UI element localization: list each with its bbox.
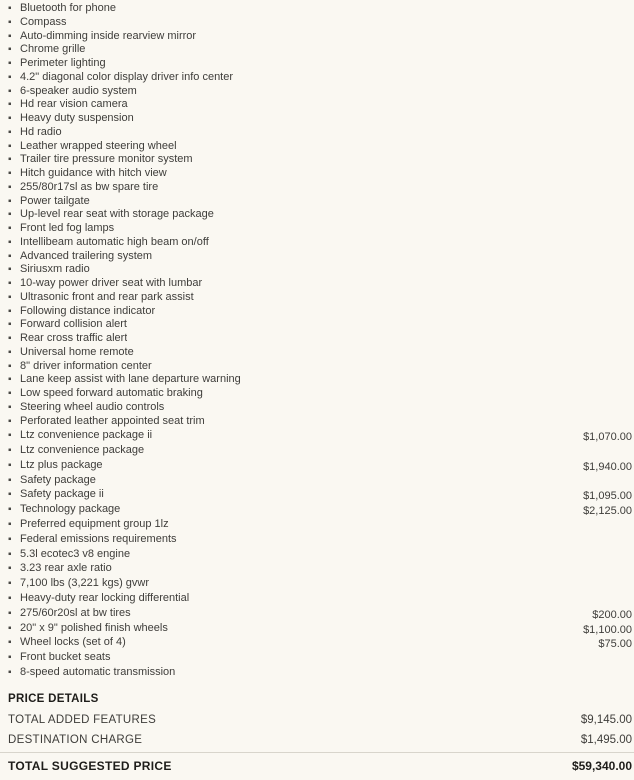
- feature-label: Rear cross traffic alert: [20, 332, 128, 344]
- square-bullet-icon: ▪: [8, 126, 12, 138]
- square-bullet-icon: ▪: [8, 209, 12, 221]
- feature-row: [0, 167, 634, 181]
- feature-label: 10-way power driver seat with lumbar: [20, 277, 203, 289]
- feature-label: Auto-dimming inside rearview mirror: [20, 29, 197, 42]
- feature-row: [0, 332, 634, 346]
- square-bullet-icon: ▪: [8, 44, 12, 56]
- feature-label: Steering wheel audio controls: [20, 400, 165, 413]
- feature-row: [0, 208, 634, 222]
- feature-label: Ltz convenience package: [20, 444, 145, 457]
- feature-row: [0, 85, 634, 99]
- square-bullet-icon: ▪: [8, 504, 12, 516]
- square-bullet-icon: ▪: [8, 154, 12, 166]
- feature-label: 20" x 9" polished finish wheels: [20, 621, 168, 634]
- feature-row: [0, 401, 634, 415]
- feature-label: 4.2" diagonal color display driver info center: [20, 70, 234, 83]
- square-bullet-icon: ▪: [8, 99, 12, 111]
- feature-row: [0, 126, 634, 140]
- feature-label: 7,100 lbs (3,221 kgs) gvwr: [20, 577, 150, 590]
- feature-label: Ltz plus package: [20, 458, 103, 471]
- feature-row: [0, 222, 634, 236]
- feature-label: Heavy duty suspension: [20, 112, 134, 124]
- price-details-rows: [0, 714, 634, 773]
- feature-row: [0, 360, 634, 374]
- feature-label: Bluetooth for phone: [20, 2, 117, 14]
- feature-row: [0, 236, 634, 250]
- feature-row: [0, 606, 634, 621]
- square-bullet-icon: ▪: [8, 519, 12, 531]
- feature-row: [0, 140, 634, 154]
- feature-row: [0, 153, 634, 167]
- feature-label: Heavy-duty rear locking differential: [20, 592, 190, 605]
- feature-label: 8" driver information center: [20, 359, 152, 372]
- feature-price: $2,125.00: [583, 505, 632, 518]
- feature-row: [0, 635, 634, 650]
- feature-row: [0, 263, 634, 277]
- square-bullet-icon: ▪: [8, 223, 12, 234]
- feature-price: $1,095.00: [583, 490, 632, 503]
- feature-label: Siriusxm radio: [20, 263, 90, 276]
- price-details-heading: PRICE DETAILS: [8, 693, 99, 705]
- feature-label: 8-speed automatic transmission: [20, 666, 176, 678]
- feature-row: [0, 561, 634, 576]
- square-bullet-icon: ▪: [8, 113, 12, 124]
- feature-label: Advanced trailering system: [20, 249, 153, 262]
- feature-label: Hd radio: [20, 125, 62, 138]
- feature-label: Trailer tire pressure monitor system: [20, 153, 193, 166]
- feature-row: [0, 181, 634, 195]
- feature-price: $1,940.00: [583, 460, 632, 473]
- feature-label: Ltz convenience package ii: [20, 429, 153, 442]
- feature-row: [0, 502, 634, 517]
- feature-row: [0, 346, 634, 360]
- square-bullet-icon: ▪: [8, 637, 12, 649]
- feature-price: $1,070.00: [583, 431, 632, 444]
- feature-row: [0, 318, 634, 332]
- feature-label: Front bucket seats: [20, 651, 111, 664]
- feature-label: Leather wrapped steering wheel: [20, 139, 177, 152]
- price-detail-row: [0, 752, 634, 773]
- feature-row: [0, 473, 634, 488]
- square-bullet-icon: ▪: [8, 346, 12, 358]
- square-bullet-icon: ▪: [8, 168, 12, 179]
- feature-row: [0, 621, 634, 636]
- square-bullet-icon: ▪: [8, 593, 12, 605]
- square-bullet-icon: ▪: [8, 30, 12, 42]
- feature-label: Wheel locks (set of 4): [20, 636, 126, 649]
- square-bullet-icon: ▪: [8, 533, 12, 545]
- feature-row: [0, 250, 634, 264]
- feature-row: [0, 532, 634, 547]
- square-bullet-icon: ▪: [8, 667, 12, 678]
- square-bullet-icon: ▪: [8, 430, 12, 442]
- feature-label: 6-speaker audio system: [20, 84, 137, 97]
- feature-label: Up-level rear seat with storage package: [20, 208, 214, 221]
- feature-label: Safety package: [20, 473, 96, 486]
- feature-row: [0, 305, 634, 319]
- price-details-section: [0, 693, 634, 773]
- square-bullet-icon: ▪: [8, 652, 12, 664]
- price-detail-row: [0, 714, 634, 726]
- feature-label: Intellibeam automatic high beam on/off: [20, 235, 209, 248]
- feature-price: $200.00: [592, 608, 632, 621]
- feature-row: [0, 576, 634, 591]
- square-bullet-icon: ▪: [8, 374, 12, 386]
- square-bullet-icon: ▪: [8, 578, 12, 590]
- square-bullet-icon: ▪: [8, 291, 12, 303]
- feature-row: [0, 57, 634, 71]
- feature-row: [0, 291, 634, 305]
- feature-label: Chrome grille: [20, 43, 86, 56]
- square-bullet-icon: ▪: [8, 474, 12, 486]
- feature-label: Compass: [20, 15, 67, 28]
- feature-row: [0, 373, 634, 387]
- square-bullet-icon: ▪: [8, 607, 12, 619]
- square-bullet-icon: ▪: [8, 3, 12, 14]
- feature-label: Federal emissions requirements: [20, 532, 177, 545]
- square-bullet-icon: ▪: [8, 445, 12, 457]
- feature-label: Technology package: [20, 503, 121, 516]
- feature-row: [0, 487, 634, 502]
- square-bullet-icon: ▪: [8, 85, 12, 97]
- feature-label: Safety package ii: [20, 488, 104, 501]
- feature-price: $1,100.00: [583, 623, 632, 636]
- feature-label: Low speed forward automatic braking: [20, 387, 203, 399]
- price-detail-value: $59,340.00: [571, 759, 632, 773]
- feature-row: [0, 458, 634, 473]
- feature-label: Perimeter lighting: [20, 57, 106, 69]
- square-bullet-icon: ▪: [8, 459, 12, 471]
- square-bullet-icon: ▪: [8, 388, 12, 399]
- feature-label: Preferred equipment group 1lz: [20, 518, 169, 531]
- feature-label: Power tailgate: [20, 194, 90, 207]
- square-bullet-icon: ▪: [8, 250, 12, 262]
- feature-row: [0, 428, 634, 443]
- square-bullet-icon: ▪: [8, 401, 12, 413]
- price-detail-value: $1,495.00: [580, 734, 632, 746]
- feature-row: [0, 387, 634, 401]
- price-detail-label: TOTAL ADDED FEATURES: [8, 714, 157, 726]
- square-bullet-icon: ▪: [8, 622, 12, 634]
- feature-row: [0, 665, 634, 680]
- feature-label: Forward collision alert: [20, 318, 127, 331]
- feature-label: 3.23 rear axle ratio: [20, 562, 112, 575]
- feature-row: [0, 277, 634, 291]
- feature-row: [0, 591, 634, 606]
- square-bullet-icon: ▪: [8, 415, 12, 427]
- feature-label: Hd rear vision camera: [20, 98, 128, 111]
- feature-label: Hitch guidance with hitch view: [20, 167, 167, 179]
- feature-row: [0, 443, 634, 458]
- price-detail-row: [0, 734, 634, 746]
- square-bullet-icon: ▪: [8, 333, 12, 344]
- square-bullet-icon: ▪: [8, 305, 12, 317]
- feature-row: [0, 195, 634, 209]
- feature-label: Following distance indicator: [20, 304, 156, 317]
- feature-label: Lane keep assist with lane departure warning: [20, 373, 241, 386]
- feature-label: Front led fog lamps: [20, 222, 115, 234]
- square-bullet-icon: ▪: [8, 181, 12, 193]
- feature-row: [0, 517, 634, 532]
- feature-row: [0, 30, 634, 44]
- feature-label: Universal home remote: [20, 345, 134, 358]
- feature-row: [0, 43, 634, 57]
- square-bullet-icon: ▪: [8, 563, 12, 575]
- square-bullet-icon: ▪: [8, 319, 12, 331]
- feature-row: [0, 98, 634, 112]
- feature-row: [0, 547, 634, 562]
- square-bullet-icon: ▪: [8, 489, 12, 501]
- feature-row: [0, 16, 634, 30]
- square-bullet-icon: ▪: [8, 236, 12, 248]
- feature-label: Perforated leather appointed seat trim: [20, 414, 205, 427]
- price-detail-value: $9,145.00: [580, 714, 632, 726]
- feature-label: Ultrasonic front and rear park assist: [20, 290, 194, 303]
- feature-row: [0, 71, 634, 85]
- price-detail-label: DESTINATION CHARGE: [8, 734, 143, 746]
- feature-row: [0, 415, 634, 429]
- square-bullet-icon: ▪: [8, 58, 12, 69]
- square-bullet-icon: ▪: [8, 360, 12, 372]
- price-detail-label: TOTAL SUGGESTED PRICE: [8, 759, 172, 773]
- square-bullet-icon: ▪: [8, 264, 12, 276]
- square-bullet-icon: ▪: [8, 16, 12, 28]
- square-bullet-icon: ▪: [8, 548, 12, 560]
- feature-label: 255/80r17sl as bw spare tire: [20, 180, 159, 193]
- square-bullet-icon: ▪: [8, 195, 12, 207]
- square-bullet-icon: ▪: [8, 71, 12, 83]
- feature-row: [0, 2, 634, 16]
- feature-label: 275/60r20sl at bw tires: [20, 606, 131, 619]
- feature-price: $75.00: [598, 638, 632, 651]
- feature-label: 5.3l ecotec3 v8 engine: [20, 547, 131, 560]
- feature-row: [0, 112, 634, 126]
- square-bullet-icon: ▪: [8, 140, 12, 152]
- square-bullet-icon: ▪: [8, 278, 12, 289]
- feature-row: [0, 650, 634, 665]
